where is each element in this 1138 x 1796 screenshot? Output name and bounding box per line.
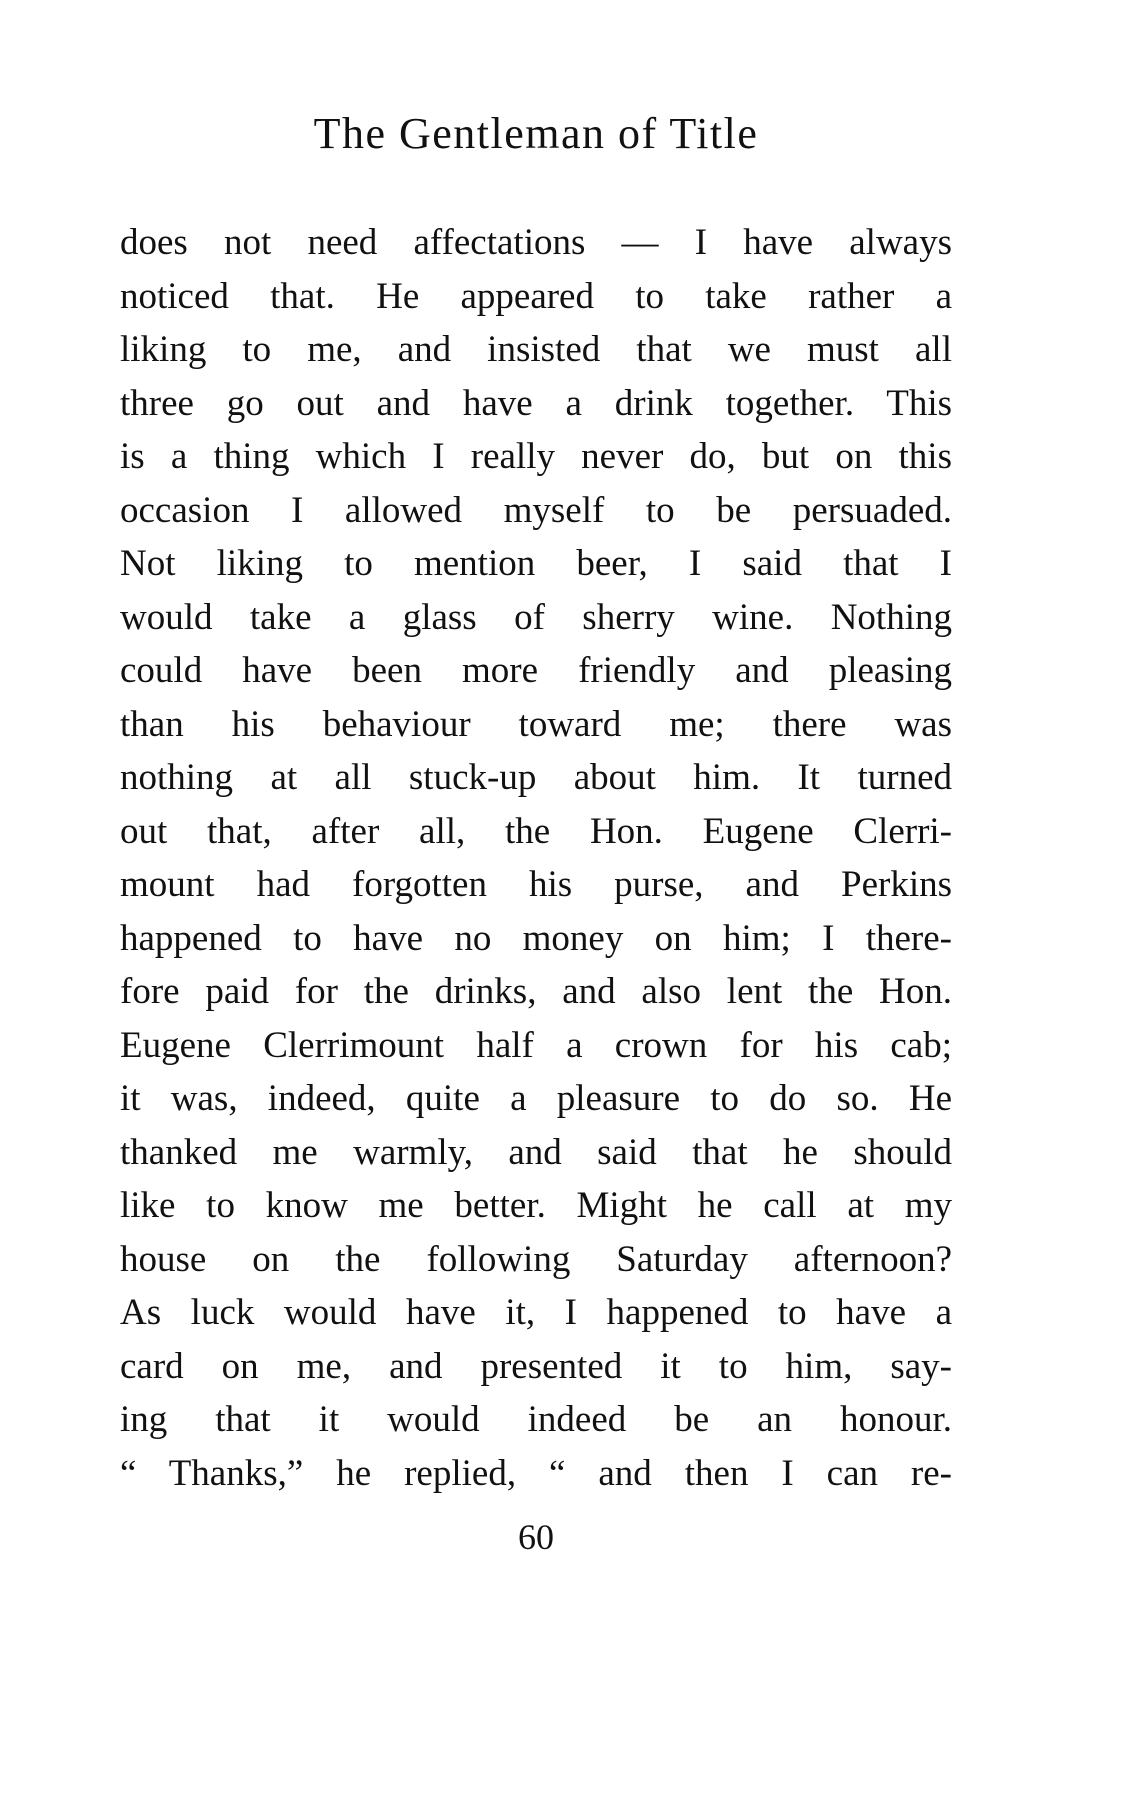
text-line: house on the following Saturday afternoon? xyxy=(120,1238,952,1280)
text-line: occasion I allowed myself to be persuaded. xyxy=(120,489,952,531)
running-head: The Gentleman of Title xyxy=(313,109,759,158)
text-line: nothing at all stuck-up about him. It turned xyxy=(120,757,952,798)
text-line: is a thing which I really never do, but on this xyxy=(120,436,952,477)
text-line: ing that it would indeed be an honour. xyxy=(120,1399,952,1440)
text-line: mount had forgotten his purse, and Perkins xyxy=(120,864,952,905)
text-line: out that, after all, the Hon. Eugene Clerri- xyxy=(120,810,952,852)
page-number: 60 xyxy=(518,1517,554,1557)
text-line: would take a glass of sherry wine. Nothing xyxy=(120,596,952,638)
text-line: thanked me warmly, and said that he should xyxy=(120,1131,952,1173)
text-line: does not need affectations — I have always xyxy=(120,222,952,263)
text-line: card on me, and presented it to him, say- xyxy=(120,1345,952,1387)
text-line: liking to me, and insisted that we must all xyxy=(120,329,952,370)
text-line: than his behaviour toward me; there was xyxy=(120,703,952,745)
text-line: happened to have no money on him; I there- xyxy=(120,917,952,959)
text-line: like to know me better. Might he call at my xyxy=(120,1185,952,1226)
text-line: fore paid for the drinks, and also lent the Hon. xyxy=(120,971,952,1012)
text-line: could have been more friendly and pleasing xyxy=(120,650,952,691)
text-line: As luck would have it, I happened to have a xyxy=(120,1292,952,1333)
text-line: it was, indeed, quite a pleasure to do so. He xyxy=(120,1078,952,1119)
text-line: Eugene Clerrimount half a crown for his cab; xyxy=(120,1024,952,1066)
body-text xyxy=(120,216,952,1500)
text-line: three go out and have a drink together. This xyxy=(120,382,952,424)
text-line: noticed that. He appeared to take rather a xyxy=(120,275,952,317)
text-line: “ Thanks,” he replied, “ and then I can re- xyxy=(120,1452,952,1494)
text-line: Not liking to mention beer, I said that I xyxy=(120,543,952,584)
